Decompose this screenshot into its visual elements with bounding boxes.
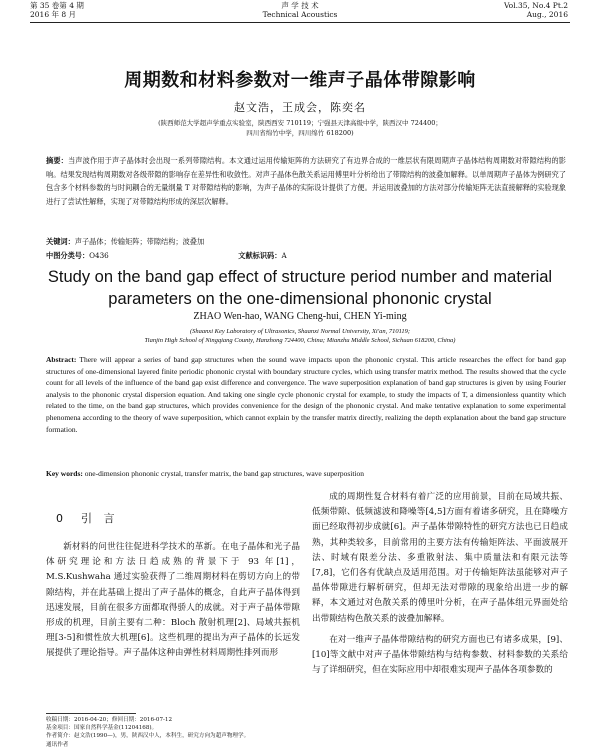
- header-rule: [30, 22, 570, 23]
- keywords-en: [46, 468, 566, 479]
- keywords-en-label: Key words:: [46, 469, 83, 478]
- running-header: [0, 0, 600, 26]
- body-left-column: 新材料的问世往往促进科学技术的革新。在电子晶体和光子晶体研究理论和方法日趋成熟的背景下于 93 年[1]，M.S.Kushwaha 通过实验获得了二维周期材料在剪切方向上的带隙结构，并在此基础上提出了声子晶体的概念，自此声子晶体得到迅速发展，目前在很多方面都取得骄人的成就。对于声子晶体带隙形成的机理，目前主要有二种：Bloch 散射机理[2]、局域共振机理[3-5]和惯性放大机理[6]。这些机理的提出为声子晶体的长远发展提供了理论指导。声子晶体这种由弹性材料周期性排列而形: [46, 542, 300, 659]
- paper-title-cn: 周期数和材料参数对一维声子晶体带隙影响: [124, 70, 476, 91]
- abstract-en: [46, 354, 566, 435]
- footnote-author: 作者简介：赵文浩(1990—)，男，陕西汉中人，本科生，研究方向为超声物理学。: [46, 733, 250, 740]
- affiliation-en-line: (Shaanxi Key Laboratory of Ultrasonics, Shaanxi Normal University, Xi'an, 710119;: [189, 328, 411, 335]
- abstract-cn-text: 当声波作用于声子晶体时会出现一系列带隙结构。本文通过运用传输矩阵的方法研究了有边界合成的一维层状有限周期声子晶体结构周期数对带隙结构的影响。结果发现结构周期数对各级带隙的影响存在差异性和收敛性。对声子晶体色散关系运用傅里叶分析给出了带隙结构的波叠加解释。以单周期声子晶体为例研究了包含多个材料参数的与时间耦合的无量纲量 T 对带隙结构的影响，为声子晶体的实际设计提供了方便。并运用波叠加的方法对部分传输矩阵无法直接解释的实验现象进行了尝试性解释，实现了对带隙结构形成的深层次解释。: [46, 156, 566, 206]
- abstract-cn: [46, 154, 566, 208]
- paper-title-en: [40, 266, 560, 310]
- class-value: O436: [89, 251, 109, 260]
- class-number: [46, 249, 236, 263]
- doc-code: [238, 249, 286, 263]
- section-number: 0: [56, 512, 67, 525]
- class-label: 中图分类号：: [46, 251, 90, 260]
- authors-cn: 赵文浩，王成会，陈奕名: [234, 101, 366, 114]
- volume-number: 第 35 卷第 4 期: [30, 1, 84, 10]
- issue-date-en: Aug., 2016: [526, 10, 568, 19]
- doc-label: 文献标识码：: [238, 251, 282, 260]
- affiliation-en-line: Tianjin High School of Ningqiang County, Hanzhong 724400, China; Mianzhu Middle School, Sichuan 618200, China): [144, 337, 456, 344]
- title-en-line: Study on the band gap effect of structure period number and material: [47, 268, 553, 286]
- affiliation-cn-line: (陕西师范大学超声学重点实验室，陕西西安 710119；宁强县天津高级中学，陕西汉中 724400；: [158, 119, 442, 127]
- volume-number-en: Vol.35, No.4 Pt.2: [503, 1, 568, 10]
- classification: [46, 249, 566, 263]
- affiliation-en: [60, 327, 540, 345]
- abstract-cn-label: 摘要：: [46, 156, 68, 165]
- journal-name-cn: 声 学 技 术: [281, 1, 319, 10]
- footnote-received: 收稿日期：2016-04-20；修回日期：2016-07-12: [46, 717, 173, 723]
- title-en-line: parameters on the one-dimensional phononic crystal: [108, 290, 492, 308]
- issue-date: 2016 年 8 月: [30, 10, 77, 19]
- affiliation-cn-line: 四川省绵竹中学，四川绵竹 618200): [246, 129, 354, 137]
- section-heading: [56, 510, 119, 526]
- keywords-cn-label: 关键词：: [46, 237, 75, 246]
- abstract-en-label: Abstract:: [46, 355, 77, 364]
- journal-issue-en: [504, 1, 568, 19]
- keywords-cn-text: 声子晶体；传输矩阵；带隙结构；波叠加: [74, 237, 205, 246]
- footnote-rule: [46, 713, 136, 714]
- footnote: [46, 716, 300, 749]
- footnote-funding: 基金项目：国家自然科学基金(11204168)。: [46, 725, 158, 732]
- doc-value: A: [281, 251, 287, 260]
- affiliation-cn: [100, 118, 500, 138]
- abstract-en-text: There will appear a series of band gap structures when the sound wave impacts upon the phononic crystal. This article researches the effect for band gap structures of one-dimensional layered finite periodic phononic crystal with boundary structure cycles, which using transfer matrix method. The results showed that the cycle count for all levels of the influence of the band gap exist difference and convergence. The wave superposition explanation of band gap structures is given by using Fourier analysis to the phononic crystal dispersion equation. And taking one single cycle phononic crystal for example, to study the impacts of T, a dimensionless quantity which related to the time, on the band gap structures, which provides convenience for the design of the phononic crystal. And make tentative explanation to some experimental phenomena according to the theory of wave superposition, which cannot explain by the transfer matrix directly, realizing the depth explanation about the band gap structure formation.: [46, 355, 566, 434]
- journal-name-en: Technical Acoustics: [262, 10, 338, 19]
- authors-en: ZHAO Wen-hao, WANG Cheng-hui, CHEN Yi-ming: [193, 311, 407, 322]
- keywords-en-text: one-dimension phononic crystal, transfer matrix, the band gap structures, wave superposition: [84, 469, 365, 478]
- body-paragraph: 成的周期性复合材料有着广泛的应用前景，目前在局域共振、低频带隙、低频滤波和降噪等[4,5]方面有着诸多研究，且在降噪方面已经取得初步成就[6]。声子晶体带隙特性的研究方法也已日趋成熟，其种类较多，目前常用的主要方法有传输矩阵法、平面波展开法、时域有限差分法、多重散射法、集中质量法和有限元法等[7,8]，它们各有优缺点及适用范围。对于传输矩阵法虽能够对声子晶体带隙进行解析研究，但却无法对带隙的现象给出进一步的解释，本文通过对色散关系的傅里叶分析，在声子晶体组元界面处给出带隙结构色散关系的波叠加解释。: [312, 492, 568, 624]
- body-paragraph: 在对一维声子晶体带隙结构的研究方面也已有诸多成果，[9]、[10]等文献中对声子晶体带隙结构与结构参数、材料参数的关系给与了详细研究，但在实际应用中却很难实现声子晶体各项参数的: [312, 634, 568, 676]
- footnote-corresponding: 通讯作者: [46, 741, 69, 748]
- keywords-cn: [46, 235, 566, 249]
- section-title: 引 言: [81, 512, 119, 525]
- body-right-column: [312, 490, 568, 678]
